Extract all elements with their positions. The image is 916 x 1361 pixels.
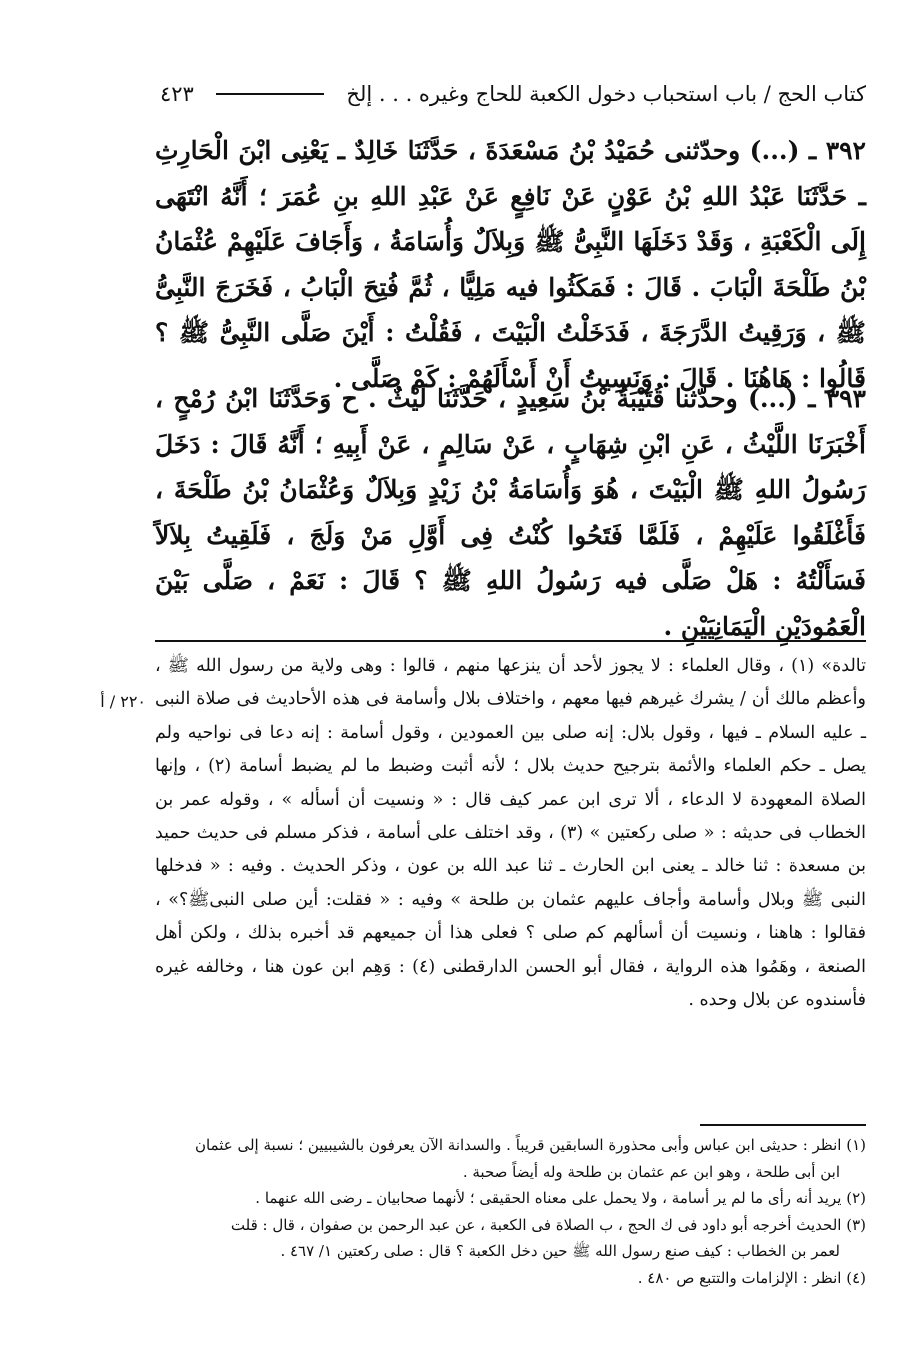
hadith-392 [155,128,866,401]
footnote-number: (٣) [846,1215,866,1234]
running-header [160,78,866,110]
footnote-3 [155,1212,866,1239]
footnote-2 [155,1185,866,1212]
hadith-text: (...) وحدّثنا قُتَيْبَةُ بْنُ سَعِيدٍ ، حَدَّثَنَا لَيْثٌ . ح وَحَدَّثَنَا ابْنُ رُمْحٍ ، أَخْبَرَنَا اللَّيْثُ ، عَنِ ابْنِ شِهَابٍ ، عَنْ سَالِمٍ ، عَنْ أَبِيهِ ؛ أَنَّهُ قَالَ : دَخَلَ رَسُولُ اللهِ ﷺ الْبَيْتَ ، هُوَ وَأُسَامَةُ بْنُ زَيْدٍ وَبِلاَلٌ وَعُثْمَانُ بْنُ طَلْحَةَ ، فَأَغْلَقُوا عَلَيْهِمْ ، فَلَمَّا فَتَحُوا كُنْتُ فِى أَوَّلِ مَنْ وَلَجَ ، فَلَقِيتُ بِلاَلاً فَسَأَلْتُهُ : هَلْ صَلَّى فيه رَسُولُ اللهِ ﷺ ؟ قَالَ : نَعَمْ ، صَلَّى بَيْنَ الْعَمُودَيْنِ الْيَمَانِيَيْنِ . [155,384,866,641]
footnote-number: (٤) [846,1268,866,1287]
hadith-393 [155,376,866,649]
header-rule [216,93,325,95]
commentary-text: تالدة» (١) ، وقال العلماء : لا يجوز لأحد أن ينزعها منهم ، قالوا : وهى ولاية من رسول الله ﷺ ، وأعظم مالك أن / يشرك غيرهم فيها معهم ، واختلاف بلال وأسامة فى هذه الأحاديث فى صلاة النبى ـ عليه السلام ـ فيها ، وقول بلال: إنه صلى بين العمودين ، وقول أسامة : إنه دعا فى نواحيه ولم يصل ـ حكم العلماء والأئمة بترجيح حديث بلال ؛ لأنه أثبت وضبط ما لم يضبط أسامة (٢) ، وإنها الصلاة المعهودة لا الدعاء ، ألا ترى ابن عمر كيف قال : « ونسيت أن أسأله » ، وقوله عمر بن الخطاب فى حديثه : « صلى ركعتين » (٣) ، وقد اختلف على أسامة ، فذكر مسلم فى حديث حميد بن مسعدة : ثنا خالد ـ يعنى ابن الحارث ـ ثنا عبد الله بن عون ، وذكر الحديث . وفيه : « فدخلها النبى ﷺ وبلال وأسامة وأجاف عليهم عثمان بن طلحة » وفيه : « فقلت: أين صلى النبىﷺ؟» ، فقالوا : هاهنا ، ونسيت أن أسألهم كم صلى ؟ فعلى هذا أن جميعهم قد أخبره بذلك ، ولكن أهل الصنعة ، وهَمُوا هذه الرواية ، فقال أبو الحسن الدارقطنى (٤) : وَهِم ابن عون هنا ، وخالفه غيره فأسندوه عن بلال وحده . [155,656,866,1011]
footnote-3-continuation: لعمر بن الخطاب : كيف صنع رسول الله ﷺ حين دخل الكعبة ؟ قال : صلى ركعتين ١/ ٤٦٧ . [280,1242,840,1260]
manuscript-folio-note: ٢٢٠ / أ [100,692,146,711]
page-number: ٤٢٣ [160,82,194,106]
footnote-number: (١) [846,1136,866,1154]
footnote-1-continuation: ابن أبى طلحة ، وهو ابن عم عثمان بن طلحة وله أيضاً صحبة . [462,1162,840,1181]
footnote-text: انظر : الإلزامات والتتبع ص ٤٨٠ . [637,1268,842,1287]
commentary-block [155,650,866,1017]
footnote-4 [155,1265,866,1292]
footnote-number: (٢) [846,1189,866,1207]
footnote-text: الحديث أخرجه أبو داود فى ك الحج ، ب الصلاة فى الكعبة ، عن عبد الرحمن بن صفوان ، قال : قلت [230,1215,842,1234]
footnote-separator [700,1124,866,1126]
footnote-1 [155,1132,866,1159]
hadith-number: ٣٩٣ ـ [808,384,866,413]
hadith-number: ٣٩٢ ـ [808,136,866,165]
footnotes [155,1132,866,1291]
hadith-text: (...) وحدّثنى حُمَيْدُ بْنُ مَسْعَدَةَ ، حَدَّثَنَا خَالِدٌ ـ يَعْنِى ابْنَ الْحَارِثِ ـ حَدَّثَنَا عَبْدُ اللهِ بْنُ عَوْنٍ عَنْ نَافِعٍ عَنْ عَبْدِ اللهِ بنِ عُمَرَ ؛ أَنَّهُ انْتَهَى إِلَى الْكَعْبَةِ ، وَقَدْ دَخَلَهَا النَّبِىُّ ﷺ وَبِلاَلٌ وَأُسَامَةُ ، وَأَجَافَ عَلَيْهِمْ عُثْمَانُ بْنُ طَلْحَةَ الْبَابَ . قَالَ : فَمَكَثُوا فيه مَلِيًّا ، ثُمَّ فُتِحَ الْبَابُ ، فَخَرَجَ النَّبِىُّ ﷺ ، وَرَقِيتُ الدَّرَجَةَ ، فَدَخَلْتُ الْبَيْتَ ، فَقُلْتُ : أَيْنَ صَلَّى النَّبِىُّ ﷺ ؟ قَالُوا : هَاهُنَا . قَالَ : وَنَسِيتُ أَنْ أَسْأَلَهُمْ : كَمْ صَلَّى . [155,136,867,393]
header-title: كتاب الحج / باب استحباب دخول الكعبة للحاج وغيره . . . إلخ [346,82,866,106]
commentary-separator [155,640,866,642]
footnote-text: انظر : حديثى ابن عباس وأبى محذورة السابقين قريباً . والسدانة الآن يعرفون بالشيبيين ؛ نسبة إلى عثمان [194,1136,842,1154]
footnote-text: يريد أنه رأى ما لم ير أسامة ، ولا يحمل على معناه الحقيقى ؛ لأنهما صحابيان ـ رضى الله عنهما . [255,1189,842,1207]
